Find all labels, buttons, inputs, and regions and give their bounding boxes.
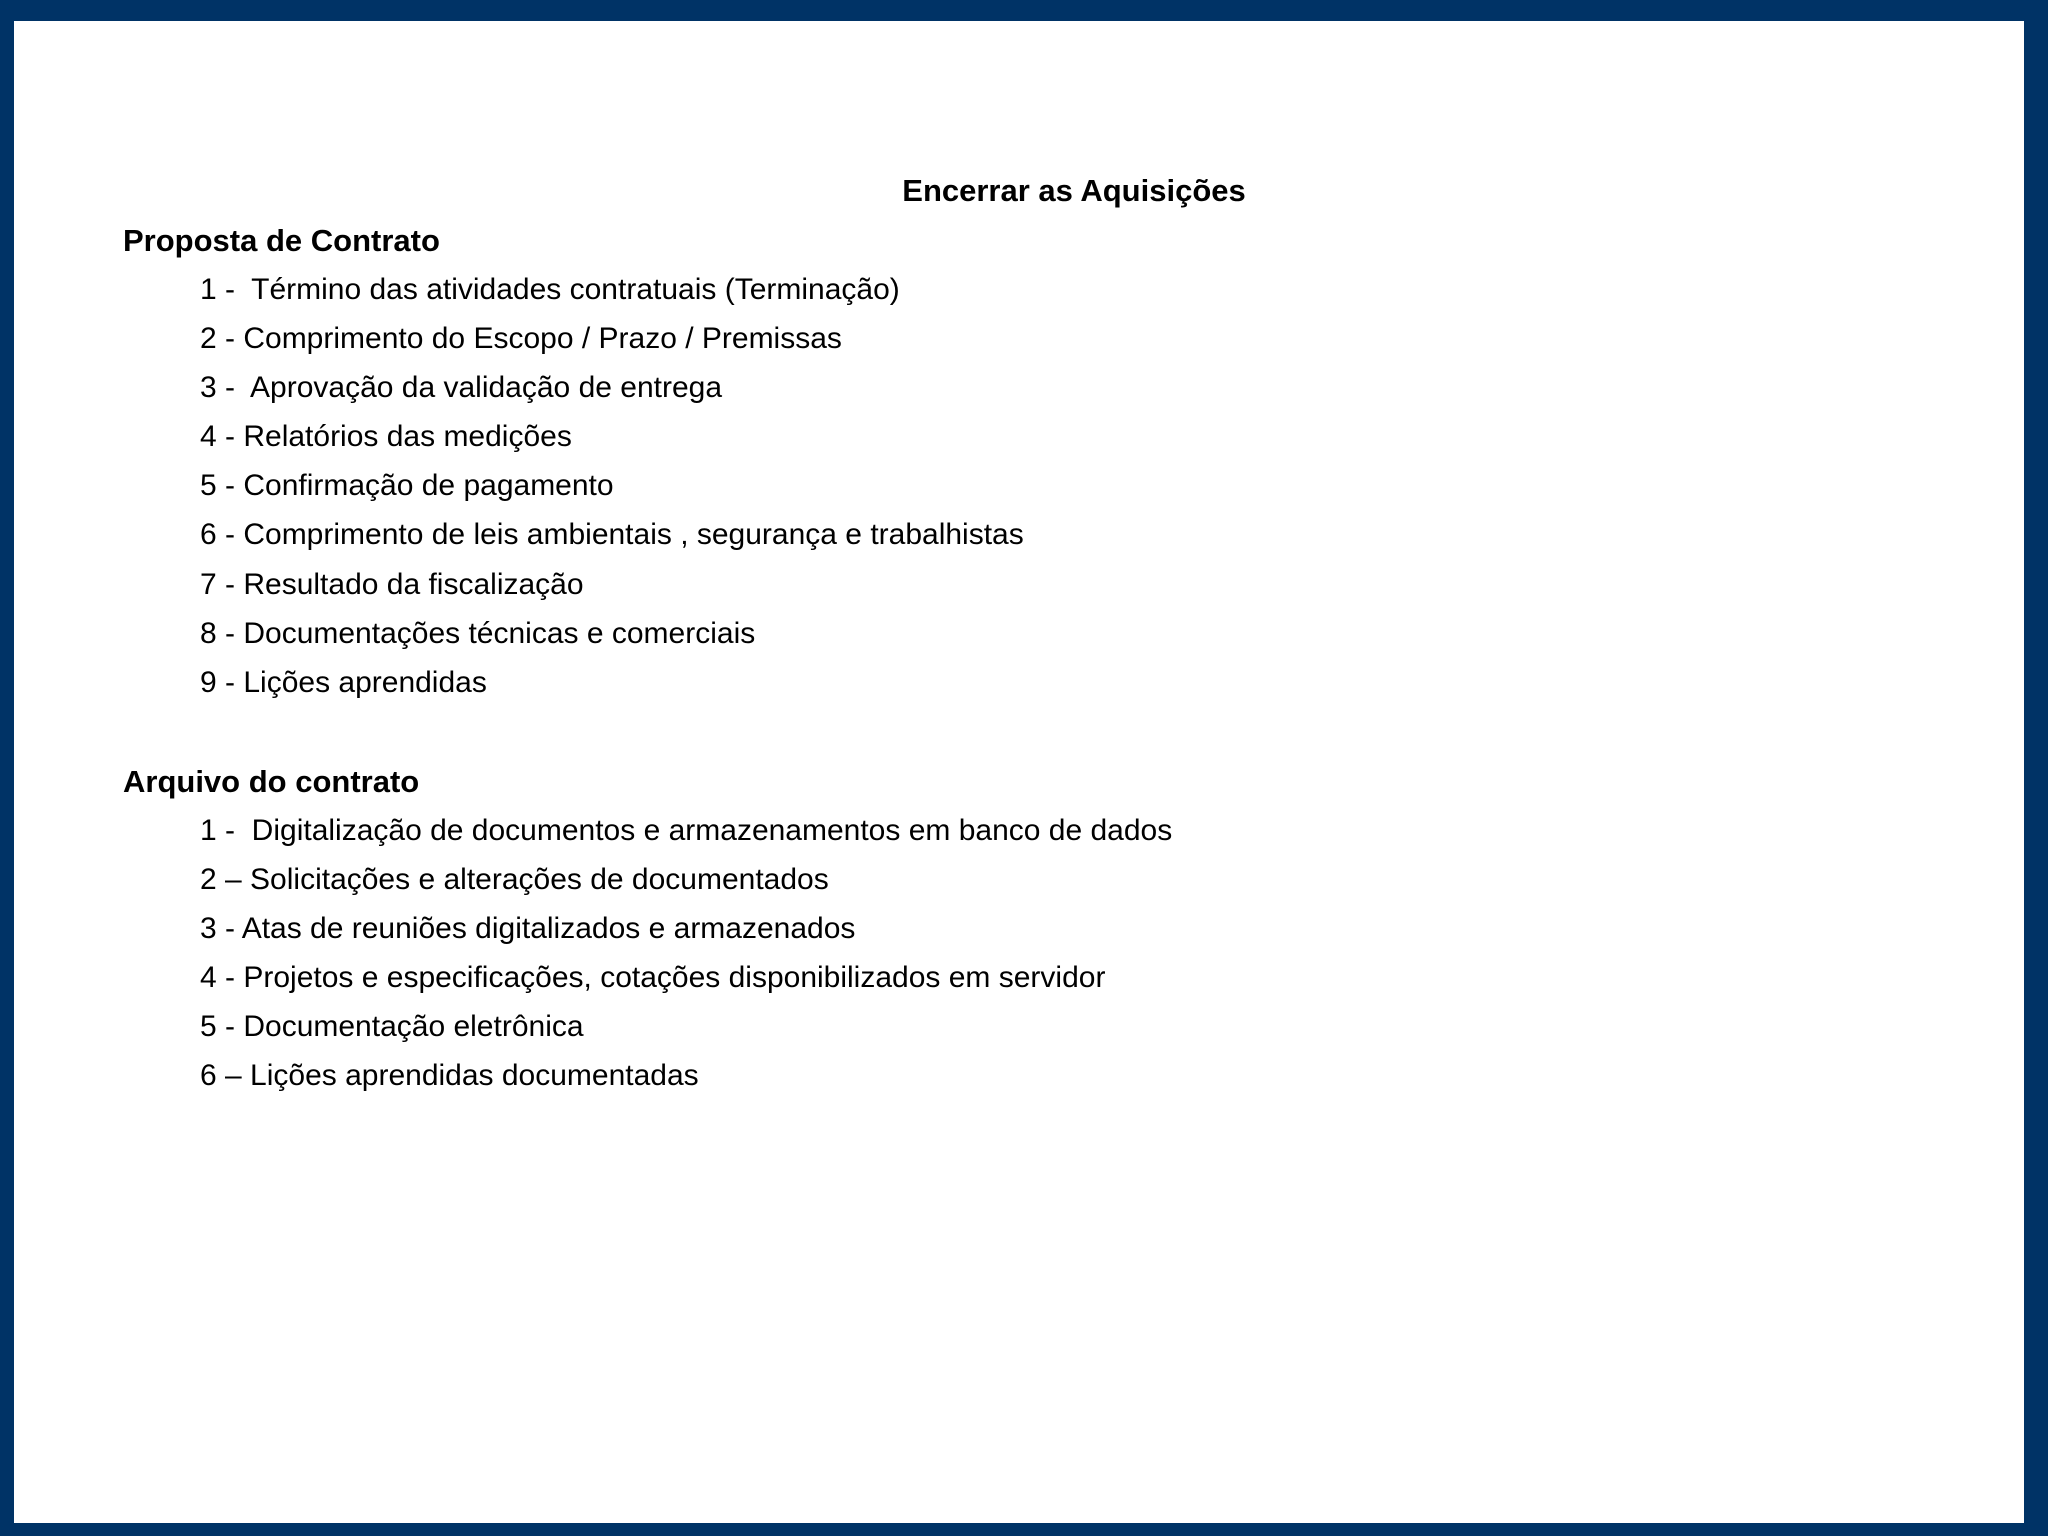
list-item: 4 - Projetos e especificações, cotações disponibilizados em servidor: [200, 961, 1106, 995]
list-item: 2 - Comprimento do Escopo / Prazo / Premissas: [200, 322, 842, 356]
list-item: 4 - Relatórios das medições: [200, 420, 572, 454]
list-item: 7 - Resultado da fiscalização: [200, 567, 584, 601]
list-item: 3 - Aprovação da validação de entrega: [200, 371, 723, 405]
section-heading-proposta: Proposta de Contrato: [123, 223, 440, 258]
list-item: 5 - Confirmação de pagamento: [200, 469, 614, 503]
frame-top-border: [0, 0, 2048, 21]
section-list-proposta: [200, 265, 1024, 707]
frame-bottom-border: [0, 1523, 2048, 1536]
section-heading-arquivo: Arquivo do contrato: [123, 764, 420, 799]
list-item: 3 - Atas de reuniões digitalizados e armazenados: [200, 912, 856, 946]
list-item: 8 - Documentações técnicas e comerciais: [200, 616, 756, 650]
list-item: 9 - Lições aprendidas: [200, 665, 487, 699]
list-item: 1 - Digitalização de documentos e armazenamentos em banco de dados: [200, 814, 1173, 847]
list-item: 5 - Documentação eletrônica: [200, 1010, 584, 1044]
page-title: Encerrar as Aquisições: [902, 173, 1246, 208]
section-list-arquivo: [200, 806, 1172, 1101]
frame-left-border: [0, 0, 14, 1536]
list-item: 1 - Término das atividades contratuais (Terminação): [200, 273, 900, 306]
list-item: 6 - Comprimento de leis ambientais , segurança e trabalhistas: [200, 518, 1024, 552]
frame-right-border: [2024, 0, 2048, 1536]
list-item: 2 – Solicitações e alterações de documentados: [200, 863, 829, 897]
list-item: 6 – Lições aprendidas documentadas: [200, 1059, 699, 1093]
